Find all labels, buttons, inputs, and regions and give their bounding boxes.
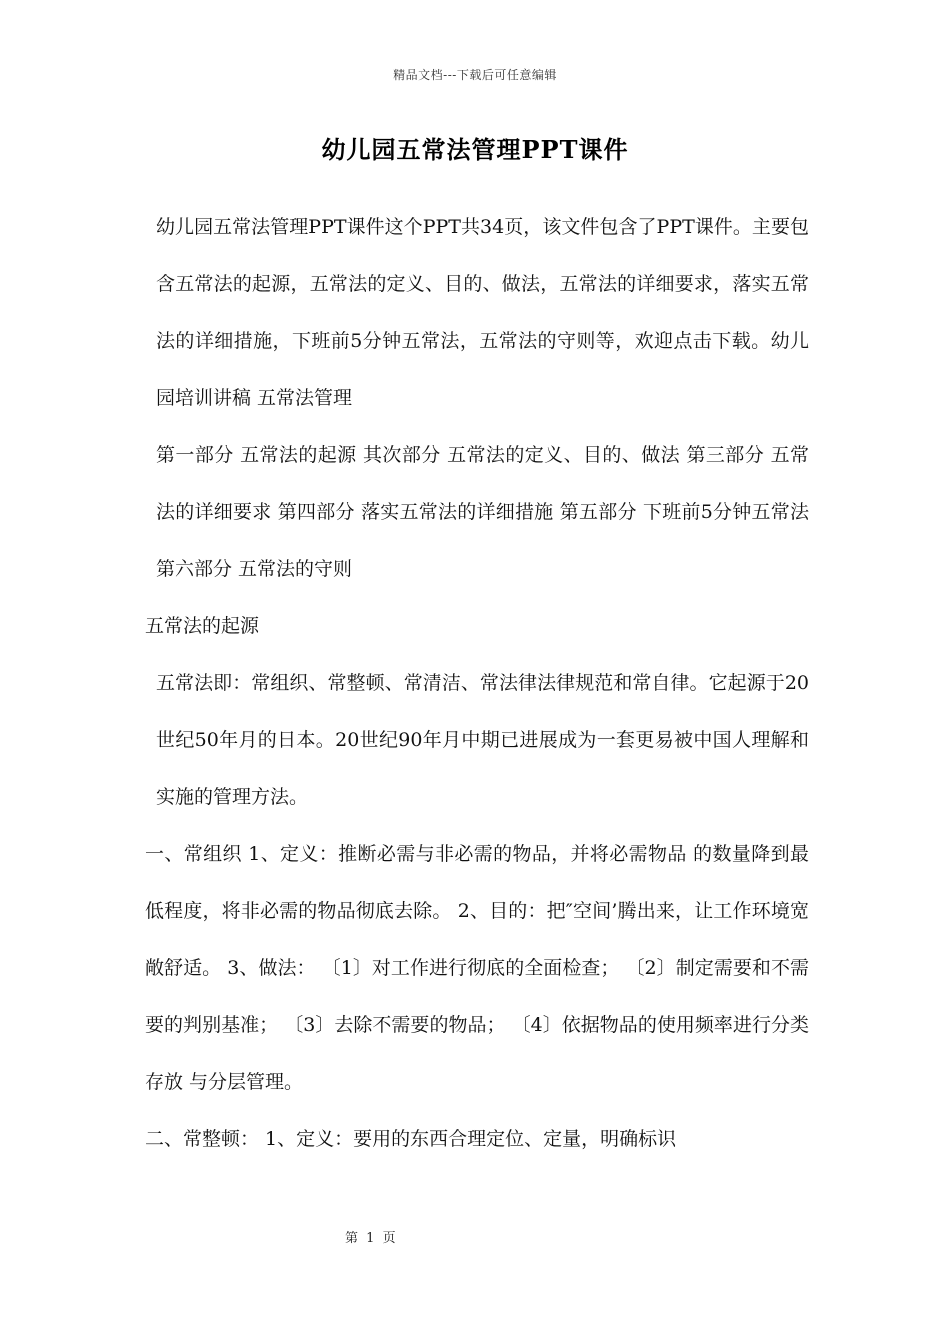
page-footer: [345, 1227, 400, 1246]
footer-prefix: 第: [345, 1231, 359, 1246]
document-body: [145, 199, 809, 1168]
footer-suffix: 页: [382, 1231, 396, 1246]
page-number: 1: [366, 1231, 375, 1246]
section-heading-origin: 五常法的起源: [145, 615, 260, 637]
paragraph-origin: 五常法即：常组织、常整顿、常清洁、常法律法律规范和常自律。它起源于20世纪50年月的日本。20世纪90年月中期已进展成为一套更易被中国人理解和实施的管理方法。: [156, 672, 809, 808]
paragraph-organize: 一、常组织 1、定义：推断必需与非必需的物品，并将必需物品 的数量降到最低程度，将非必需的物品彻底去除。 2、目的：把″空间’腾出来，让工作环境宽敞舒适。 3、做法： 〔1〕对工作进行彻底的全面检查； 〔2〕制定需要和不需要的判别基准； 〔3〕去除不需要的物品； 〔4〕依据物品的使用频率进行分类存放 与分层管理。: [145, 843, 809, 1093]
page-header: 精品文档---下载后可任意编辑: [393, 68, 557, 82]
paragraph-intro: 幼儿园五常法管理PPT课件这个PPT共34页，该文件包含了PPT课件。主要包含五常法的起源，五常法的定义、目的、做法，五常法的详细要求，落实五常法的详细措施，下班前5分钟五常法，五常法的守则等，欢迎点击下载。幼儿园培训讲稿 五常法管理: [156, 216, 809, 409]
paragraph-tidy: 二、常整顿： 1、定义：要用的东西合理定位、定量，明确标识: [145, 1128, 677, 1150]
paragraph-outline: 第一部分 五常法的起源 其次部分 五常法的定义、目的、做法 第三部分 五常法的详细要求 第四部分 落实五常法的详细措施 第五部分 下班前5分钟五常法 第六部分 五常法的守则: [156, 444, 809, 580]
document-title: 幼儿园五常法管理PPT课件: [321, 135, 629, 164]
